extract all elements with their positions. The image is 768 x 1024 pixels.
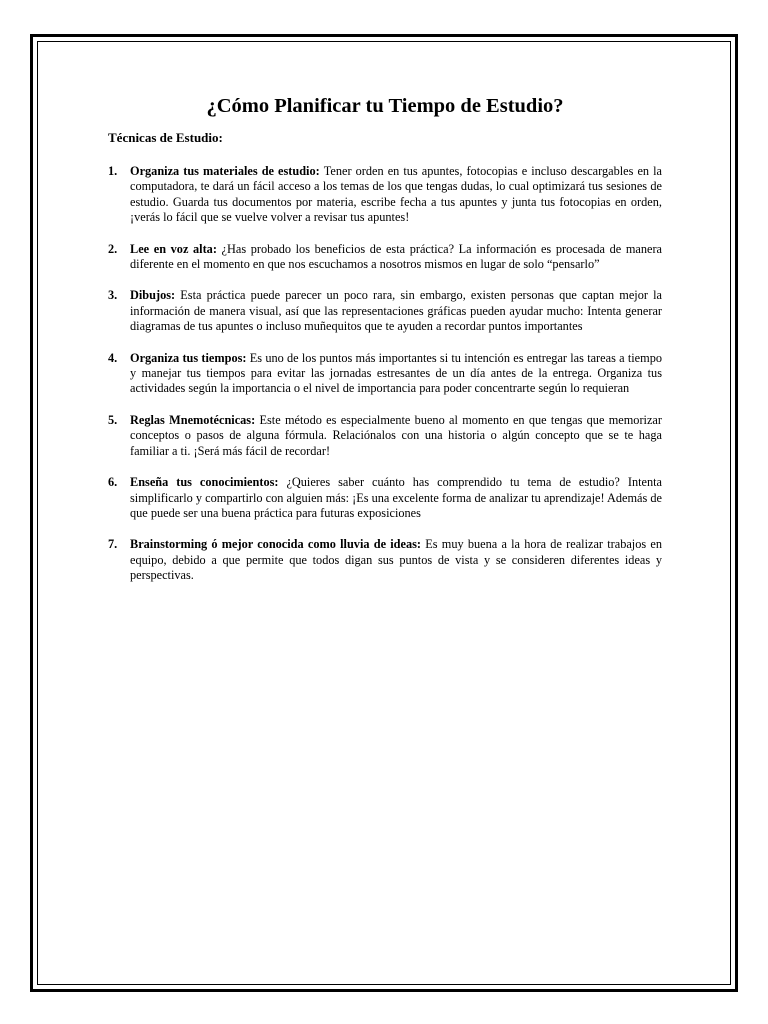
list-item-heading: Organiza tus tiempos: — [130, 350, 250, 365]
list-item-heading: Lee en voz alta: — [130, 241, 222, 256]
list-item — [108, 288, 662, 334]
list-item-text: Es uno de los puntos más importantes si tu intención es entregar las tareas a tiempo y manejar tus tiempos para evitar las jornadas estresantes de un día antes de la entrega. Organiza tus actividades según la importancia o el nivel de importancia para poder concentrarte según lo requieran — [130, 350, 662, 396]
list-item — [108, 164, 662, 226]
list-item-number: 3. — [108, 288, 118, 303]
document-content — [108, 94, 662, 600]
list-item-heading: Organiza tus materiales de estudio: — [130, 164, 324, 178]
list-item-heading: Enseña tus conocimientos: — [130, 475, 287, 490]
section-subtitle: Técnicas de Estudio: — [108, 130, 223, 145]
list-item-number: 6. — [108, 475, 118, 490]
list-item-text: Esta práctica puede parecer un poco rara, sin embargo, existen personas que captan mejor la información de manera visual, así que las representaciones gráficas pueden ayudar mucho: Intenta generar diagramas de tus apuntes o incluso muñequitos que te ayuden a recordar puntos importantes — [130, 288, 662, 334]
list-item — [108, 475, 662, 521]
list-item-text: Tener orden en tus apuntes, fotocopias e incluso descargables en la computadora, te dará un fácil acceso a los temas de los que tengas dudas, lo cual optimizará tus sesiones de estudio. Guarda tus documentos por materia, escribe fecha a tus apuntes y junta tus fotocopias en orden, ¡verás lo fácil que se vuelve volver a revisar tus apuntes! — [130, 164, 662, 225]
list-item-number: 4. — [108, 350, 118, 365]
list-item-text: ¿Quieres saber cuánto has comprendido tu tema de estudio? Intenta simplificarlo y compartirlo con alguien más: ¡Es una excelente forma de analizar tu aprendizaje! Además de que puede ser una buena práctica para futuras exposiciones — [130, 475, 662, 520]
list-item-number: 5. — [108, 412, 118, 427]
list-item-text: Este método es especialmente bueno al momento en que tengas que memorizar conceptos o pasos de alguna fórmula. Relaciónalos con una historia o algún concepto que se te haga familiar a ti. ¡Será más fácil de recordar! — [130, 412, 662, 458]
list-item-heading: Dibujos: — [130, 288, 181, 303]
list-item-text: Es muy buena a la hora de realizar trabajos en equipo, debido a que permite que todos digan sus puntos de vista y se consideren diferentes ideas y perspectivas. — [130, 537, 662, 583]
list-item-number: 2. — [108, 241, 118, 256]
list-item-heading: Reglas Mnemotécnicas: — [130, 412, 260, 427]
list-item-number: 7. — [108, 537, 118, 552]
list-item — [108, 413, 662, 459]
list-item-number: 1. — [108, 164, 118, 178]
list-item — [108, 242, 662, 273]
document-title: ¿Cómo Planificar tu Tiempo de Estudio? — [206, 95, 564, 117]
list-item — [108, 351, 662, 397]
technique-list — [108, 164, 662, 584]
list-item — [108, 537, 662, 583]
list-item-heading: Brainstorming ó mejor conocida como lluvia de ideas: — [130, 537, 426, 552]
list-item-text: ¿Has probado los beneficios de esta práctica? La información es procesada de manera diferente en el momento en que nos escuchamos a nosotros mismos en lugar de solo “pensarlo” — [130, 241, 662, 272]
